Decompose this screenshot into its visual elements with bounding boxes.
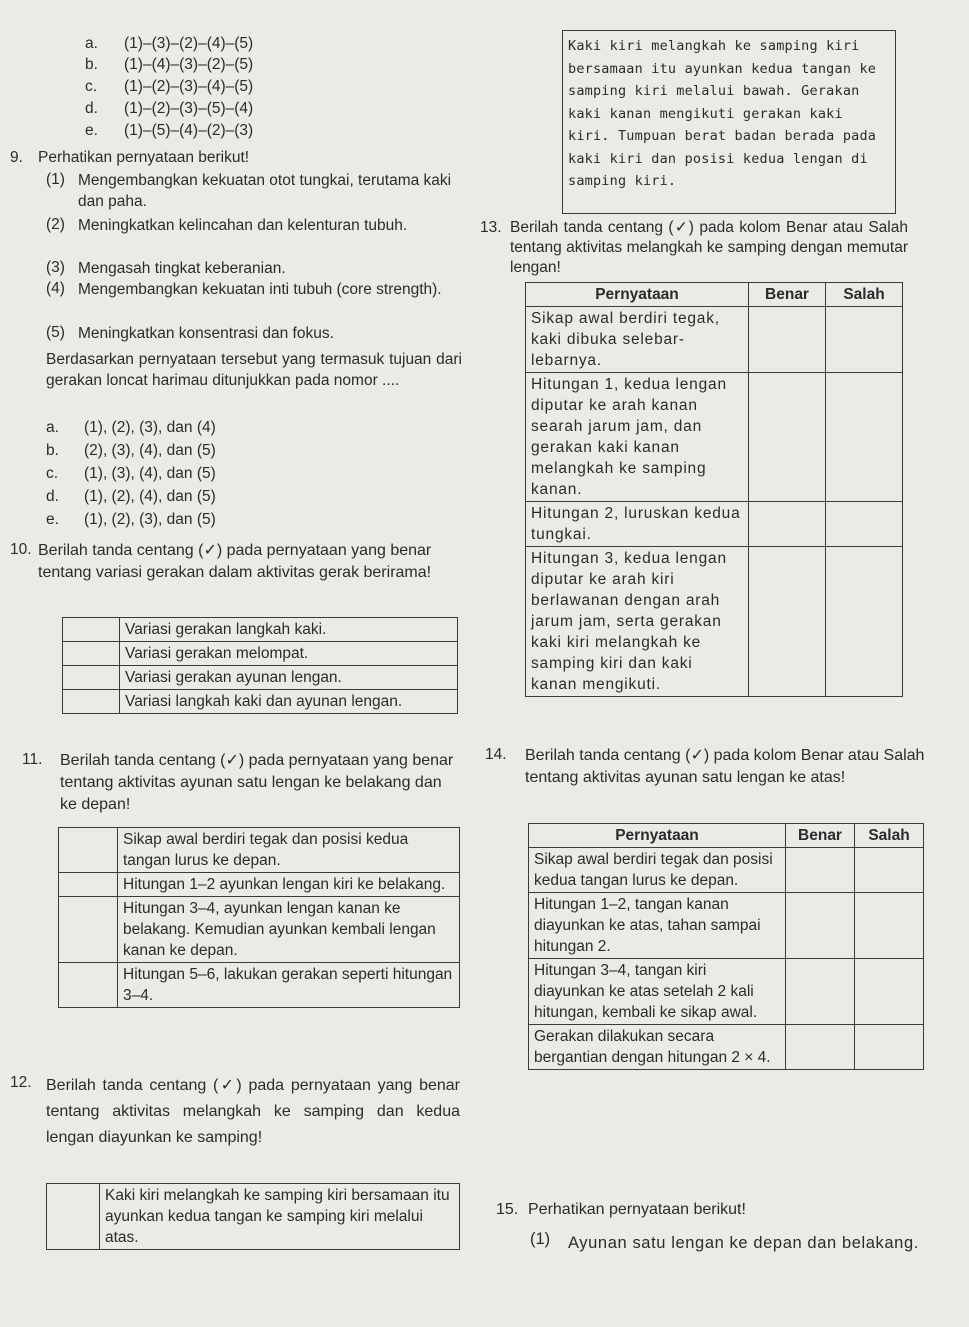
q12-text: Berilah tanda centang (✓) pada pernyataan yang benar tentang aktivitas melangkah ke samping dan kedua lengan diayunkan ke samping! <box>46 1077 460 1146</box>
checkbox-cell[interactable] <box>63 666 120 690</box>
q8-option-text: (1)–(4)–(3)–(2)–(5) <box>124 56 254 73</box>
table-row <box>47 1184 460 1250</box>
benar-cell[interactable] <box>749 502 826 547</box>
checkbox-cell[interactable] <box>59 963 118 1008</box>
q9-option-letter: c. <box>46 465 59 482</box>
table-row <box>526 373 903 502</box>
benar-cell[interactable] <box>786 848 855 893</box>
q12-number: 12. <box>10 1074 32 1091</box>
q14-text: Berilah tanda centang (✓) pada kolom Benar atau Salah tentang aktivitas ayunan satu lengan ke atas! <box>525 747 925 786</box>
q9-statement-num: (5) <box>46 324 65 341</box>
column-header: Benar <box>749 283 826 307</box>
salah-cell[interactable] <box>855 1025 924 1070</box>
benar-cell[interactable] <box>749 373 826 502</box>
salah-cell[interactable] <box>855 893 924 959</box>
table-row <box>63 666 458 690</box>
q10-table <box>62 617 458 714</box>
column-header: Benar <box>786 824 855 848</box>
column-header: Salah <box>826 283 903 307</box>
salah-cell[interactable] <box>826 502 903 547</box>
q8-option-text: (1)–(2)–(3)–(5)–(4) <box>124 100 254 117</box>
checkbox-cell[interactable] <box>47 1184 100 1250</box>
q9-statement-text: Mengembangkan kekuatan inti tubuh (core strength). <box>78 281 442 298</box>
table-cell: Sikap awal berdiri tegak dan posisi kedua tangan lurus ke depan. <box>118 828 460 873</box>
q9-statement-text: Mengembangkan kekuatan otot tungkai, terutama kaki dan paha. <box>78 172 452 210</box>
q11-number: 11. <box>22 751 43 768</box>
salah-cell[interactable] <box>855 959 924 1025</box>
table-cell: Hitungan 3–4, tangan kiri diayunkan ke atas setelah 2 kali hitungan, kembali ke sikap awal. <box>529 959 786 1025</box>
benar-cell[interactable] <box>749 547 826 697</box>
q9-option-text: (1), (2), (4), dan (5) <box>84 488 216 505</box>
table-row <box>529 1025 924 1070</box>
table-cell: Hitungan 1, kedua lengan diputar ke arah kanan searah jarum jam, dan gerakan kaki kanan melangkah ke samping kanan. <box>526 373 749 502</box>
table-cell: Hitungan 3–4, ayunkan lengan kanan ke belakang. Kemudian ayunkan kembali lengan kanan ke depan. <box>118 897 460 963</box>
table-row <box>529 893 924 959</box>
q9-option-letter: e. <box>46 511 59 528</box>
checkbox-cell[interactable] <box>63 618 120 642</box>
table-cell: Variasi gerakan ayunan lengan. <box>120 666 458 690</box>
q9-option-text: (1), (3), (4), dan (5) <box>84 465 216 482</box>
q9-option-text: (2), (3), (4), dan (5) <box>84 442 216 459</box>
q8-option-letter: b. <box>85 56 98 73</box>
q8-option-text: (1)–(3)–(2)–(4)–(5) <box>124 35 254 52</box>
table-row <box>63 690 458 714</box>
checkbox-cell[interactable] <box>59 897 118 963</box>
q15-statement-num: (1) <box>530 1230 551 1248</box>
q15-number: 15. <box>496 1201 519 1218</box>
q13-number: 13. <box>480 219 502 236</box>
q9-option-text: (1), (2), (3), dan (5) <box>84 511 216 528</box>
q9-statement-num: (2) <box>46 216 65 233</box>
q9-number: 9. <box>10 149 23 166</box>
q11-table <box>58 827 460 1008</box>
table-row <box>59 873 460 897</box>
q9-statement-text: Meningkatkan kelincahan dan kelenturan tubuh. <box>78 217 408 234</box>
salah-cell[interactable] <box>826 547 903 697</box>
q8-option-letter: a. <box>85 35 98 52</box>
table-row <box>59 897 460 963</box>
benar-cell[interactable] <box>786 1025 855 1070</box>
table-row <box>526 502 903 547</box>
table-row <box>63 642 458 666</box>
benar-cell[interactable] <box>749 307 826 373</box>
table-cell: Kaki kiri melangkah ke samping kiri bersamaan itu ayunkan kedua tangan ke samping kiri melalui atas. <box>100 1184 460 1250</box>
salah-cell[interactable] <box>826 373 903 502</box>
q11-text: Berilah tanda centang (✓) pada pernyataan yang benar tentang aktivitas ayunan satu lengan ke belakang dan ke depan! <box>60 752 454 813</box>
q9-statement-num: (4) <box>46 280 65 297</box>
table-cell: Sikap awal berdiri tegak, kaki dibuka selebar-lebarnya. <box>526 307 749 373</box>
q9-statement-text: Mengasah tingkat keberanian. <box>78 260 286 277</box>
table-cell: Sikap awal berdiri tegak dan posisi kedua tangan lurus ke depan. <box>529 848 786 893</box>
table-cell: Hitungan 5–6, lakukan gerakan seperti hitungan 3–4. <box>118 963 460 1008</box>
q9-option-letter: d. <box>46 488 59 505</box>
q15-statement-text: Ayunan satu lengan ke depan dan belakang. <box>568 1234 919 1252</box>
q14-number: 14. <box>485 746 507 763</box>
table-cell: Hitungan 2, luruskan kedua tungkai. <box>526 502 749 547</box>
salah-cell[interactable] <box>855 848 924 893</box>
q8-option-text: (1)–(2)–(3)–(4)–(5) <box>124 78 254 95</box>
table-row <box>59 828 460 873</box>
column-header: Salah <box>855 824 924 848</box>
table-row <box>59 963 460 1008</box>
q9-statement-text: Meningkatkan konsentrasi dan fokus. <box>78 325 334 342</box>
table-cell: Variasi langkah kaki dan ayunan lengan. <box>120 690 458 714</box>
checkbox-cell[interactable] <box>59 873 118 897</box>
q12-table <box>46 1183 460 1250</box>
column-header: Pernyataan <box>526 283 749 307</box>
q9-statement-num: (1) <box>46 171 65 188</box>
q8-option-letter: c. <box>85 78 98 95</box>
q9-statement-num: (3) <box>46 259 65 276</box>
q8-option-letter: d. <box>85 100 98 117</box>
q14-table <box>528 823 924 1070</box>
table-row <box>526 307 903 373</box>
q13-table <box>525 282 903 697</box>
table-row <box>526 547 903 697</box>
table-cell: Hitungan 3, kedua lengan diputar ke arah kiri berlawanan dengan arah jarum jam, serta gerakan kaki kiri melangkah ke samping kiri dan kaki kanan mengikuti. <box>526 547 749 697</box>
table-header-row <box>526 283 903 307</box>
checkbox-cell[interactable] <box>59 828 118 873</box>
q8-option-letter: e. <box>85 122 98 139</box>
table-cell: Variasi gerakan langkah kaki. <box>120 618 458 642</box>
checkbox-cell[interactable] <box>63 642 120 666</box>
q10-text: Berilah tanda centang (✓) pada pernyataan yang benar tentang variasi gerakan dalam aktivitas gerak berirama! <box>38 542 432 581</box>
q9-option-text: (1), (2), (3), dan (4) <box>84 419 216 436</box>
column-header: Pernyataan <box>529 824 786 848</box>
table-cell: Variasi gerakan melompat. <box>120 642 458 666</box>
table-cell: Hitungan 1–2 ayunkan lengan kiri ke belakang. <box>118 873 460 897</box>
q9-intro: Perhatikan pernyataan berikut! <box>38 149 250 166</box>
salah-cell[interactable] <box>826 307 903 373</box>
table-row <box>529 959 924 1025</box>
table-row <box>529 848 924 893</box>
top-right-statement-box: Kaki kiri melangkah ke samping kiri bersamaan itu ayunkan kedua tangan ke samping kiri melalui bawah. Gerakan kaki kanan mengikuti gerakan kaki kiri. Tumpuan berat badan berada pada kaki kiri dan posisi kedua lengan di samping kiri. <box>562 30 896 214</box>
table-cell: Hitungan 1–2, tangan kanan diayunkan ke atas, tahan sampai hitungan 2. <box>529 893 786 959</box>
q9-question: Berdasarkan pernyataan tersebut yang termasuk tujuan dari gerakan loncat harimau ditunjukkan pada nomor .... <box>46 351 462 389</box>
table-row <box>63 618 458 642</box>
table-header-row <box>529 824 924 848</box>
q8-option-text: (1)–(5)–(4)–(2)–(3) <box>124 122 254 139</box>
benar-cell[interactable] <box>786 959 855 1025</box>
q9-option-letter: b. <box>46 442 59 459</box>
benar-cell[interactable] <box>786 893 855 959</box>
q15-intro: Perhatikan pernyataan berikut! <box>528 1201 746 1218</box>
q10-number: 10. <box>10 541 32 558</box>
q9-option-letter: a. <box>46 419 59 436</box>
q13-text: Berilah tanda centang (✓) pada kolom Benar atau Salah tentang aktivitas melangkah ke samping dengan memutar lengan! <box>510 219 908 276</box>
table-cell: Gerakan dilakukan secara bergantian dengan hitungan 2 × 4. <box>529 1025 786 1070</box>
checkbox-cell[interactable] <box>63 690 120 714</box>
